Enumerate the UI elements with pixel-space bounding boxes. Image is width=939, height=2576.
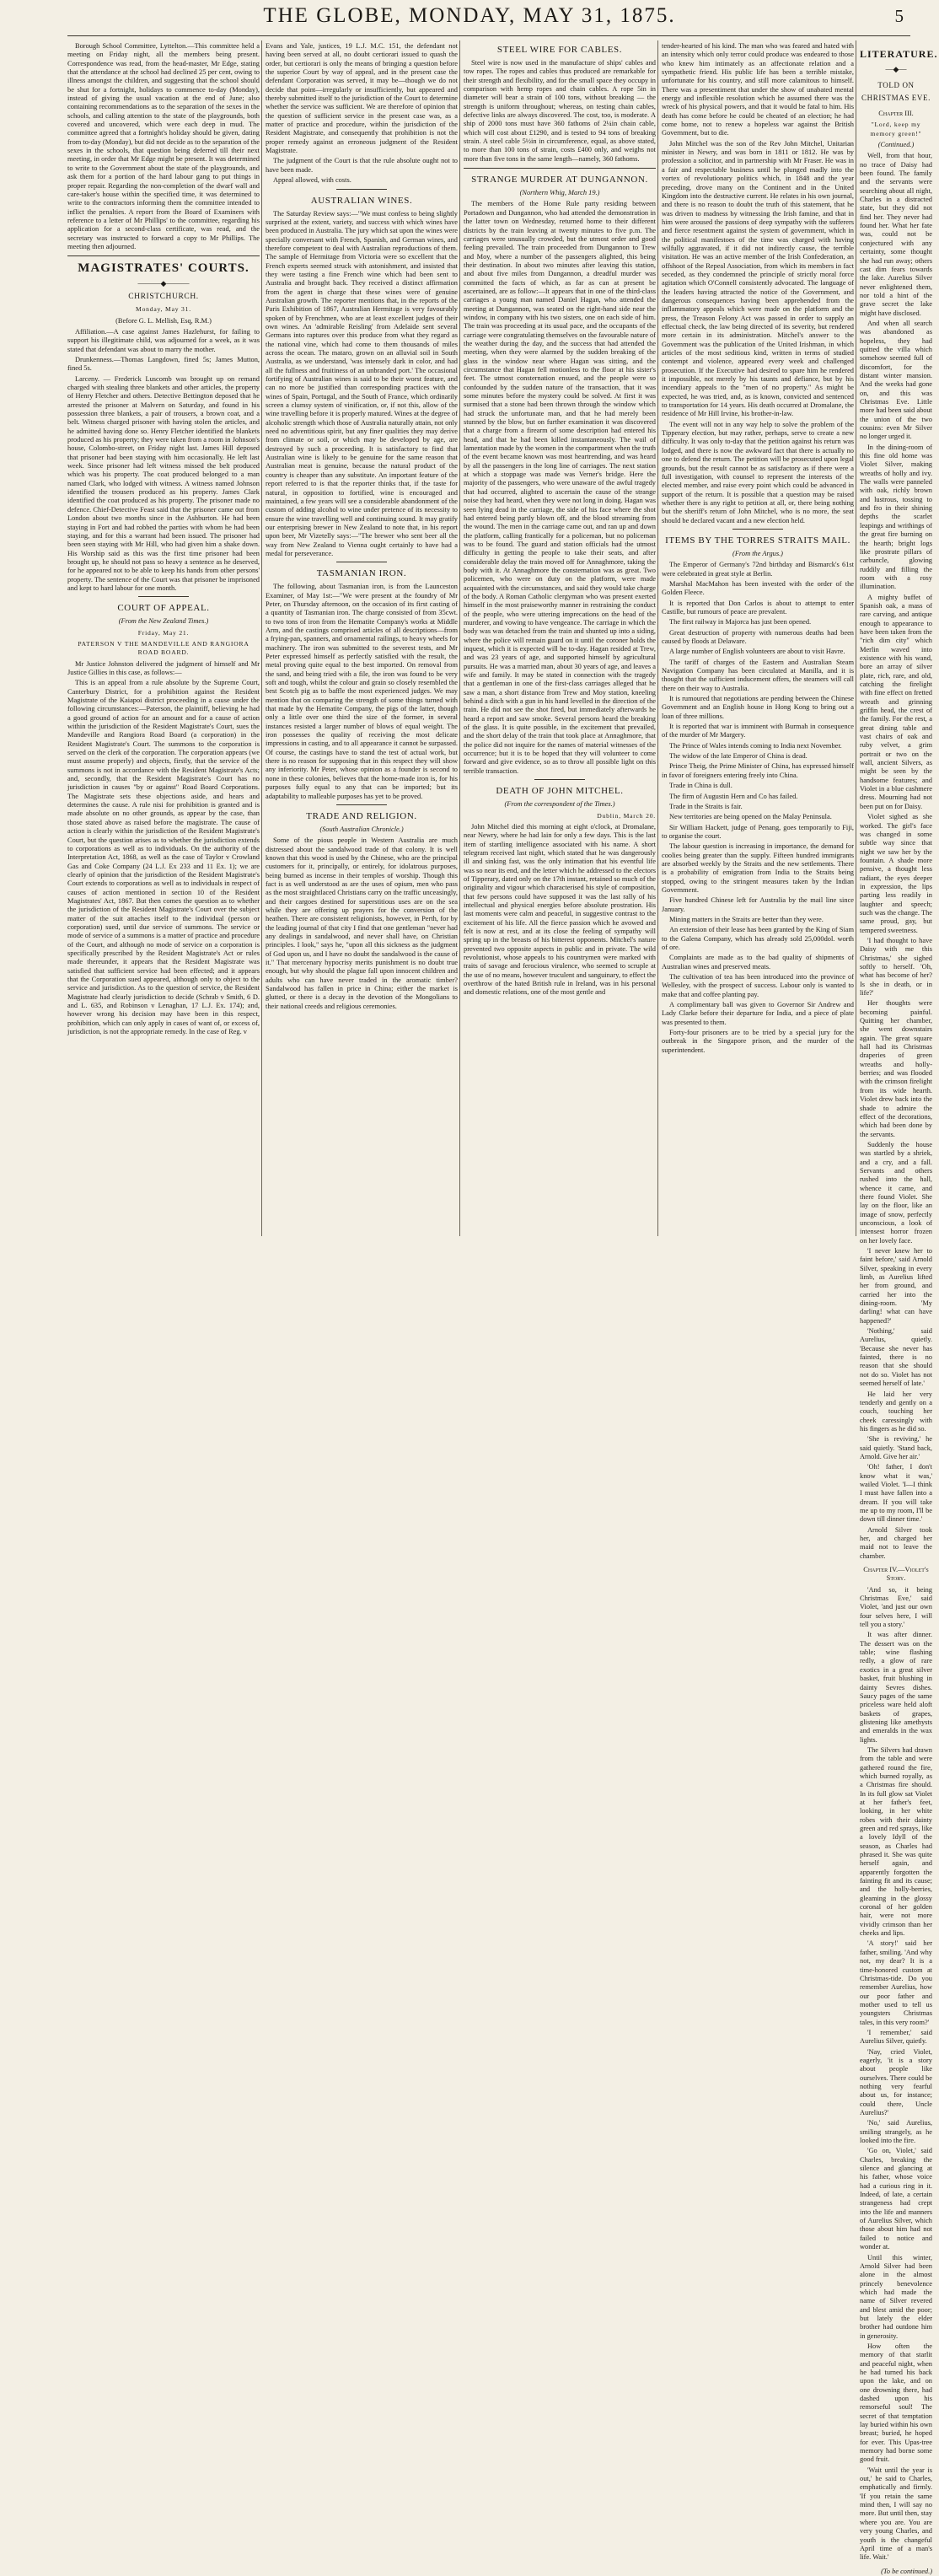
column-5: [860, 42, 938, 2575]
news-item: An extension of their lease has been granted by the King of Siam to the Galena Company, which has already sold 25,000dol. worth of ore.: [662, 926, 854, 951]
divider: [67, 255, 260, 256]
news-item: The labour question is increasing in importance, the demand for coolies being greater than the supply. Fifteen hundred immigrants are absorbed weekly by the Straits and the new settlements. There is a probability of emigration from India to the Straits being stopped, owing to the stringent measures taken by the Indian Government.: [662, 842, 854, 894]
column-1: [67, 42, 260, 1234]
news-item: Prince Theig, the Prime Minister of China, has expressed himself in favor of foreigners entering freely into China.: [662, 762, 854, 779]
to-be-continued: (To be continued.): [881, 2567, 932, 2575]
source-line: (From the correspondent of the Times.): [504, 800, 615, 809]
news-item: New territories are being opened on the Malay Peninsula.: [669, 813, 832, 821]
before-line: (Before G. L. Mellish, Esq, R.M.): [115, 316, 212, 325]
divider: [464, 168, 656, 169]
news-item: Great destruction of property with numerous deaths had been caused by floods at Delaware.: [662, 628, 854, 645]
news-item: Sir William Hackett, judge of Penang, goes temporarily to Fiji, to organise the court.: [662, 823, 854, 840]
story-paragraph: How often the memory of that starlit and peaceful night, when he had turned his back upon the lake, and on one drowning there, had dashed upon his remorseful soul! The secret of that temptation lay buried within his own breast; buried, he hoped for ever. This Upas-tree memory had borne some good fruit.: [860, 2342, 932, 2464]
ornament-divider: ———◆———: [137, 279, 190, 288]
story-paragraph: He laid her very tenderly and gently on a couch, touching her cheek caressingly with his fingers as he did so.: [860, 1390, 932, 1433]
news-item: The firm of Augustin Hern and Co has failed.: [669, 792, 798, 800]
source-line: (Northern Whig, March 19.): [519, 189, 600, 197]
story-paragraph: It was after dinner. The dessert was on the table; wine flashing redly, a glow of rare exotics in a great silver basket, fruit blushing in dainty Sevres dishes. Saucy pages of the same priceless ware held aloft baskets of grapes, glistening like amethysts and emeralds in the wax lights.: [860, 1631, 932, 1744]
news-item: It is reported that Don Carlos is about to attempt to enter Castille, but rumours of peace are prevalent.: [662, 599, 854, 616]
column-4: [662, 42, 854, 1234]
article-paragraph: The judgment of the Court is that the rule absolute ought not to have been made.: [266, 157, 458, 174]
divider: [336, 804, 387, 805]
news-item: Forty-four prisoners are to be tried by a special jury for the outbreak in the Singapore prison, and the murder of the superintendent.: [662, 1029, 854, 1054]
dateline: Dublin, March 20.: [597, 811, 656, 820]
story-title: TOLD ON CHRISTMAS EVE.: [861, 81, 931, 102]
divider: [534, 779, 585, 780]
story-paragraph: In the dining-room of this fine old home was Violet Silver, making wreaths of holly and ivy. The walls were panneled with oak, richly brown and lustrous, tossing to and fro in their shining depths the scarlet leapings and writhings of the great fire burning on the hearth; bright logs like prostrate pillars of carbuncle, glowing ruddily and filling the room with a rosy illumination.: [860, 443, 932, 591]
article-paragraph: John Mitchel died this morning at eight o'clock, at Dromalane, near Newry, where he had lain for only a few days. This is the last item of startling intelligence associated with his name. A short telegram received last night, which stated that he was dangerously ill and sinking fast, was the only intimation that his eventful life was so near its end, and the letter which he addressed to the electors of Tipperary, dated only on the 17th instant, retained so much of the originality and vigour which characterised his style of composition, that few persons could have supposed it was the last rally of his intellectual and physical energies before absolute prostration. His last moments were calm and peaceful, in suggestive contrast to the excitement of his life. All the fierce passion which he avowed and felt is now at rest, and at its close the feeling of sympathy will spring up in the breasts of his bitterest opponents. Mitchel's nature prevented two opposite aspects in public and in private. The wild revolutionist, whose appeals to his countrymen were marked with traits of savage and ferocious virulence, who seemed to scruple at the use of no means, however truculent and sanguinary, to effect the overthrow of the hated British rule in Ireland, was in his personal and domestic relations, one of the most gentle and: [464, 822, 656, 997]
section-heading: TRADE AND RELIGION.: [306, 810, 417, 821]
news-item: A complimentary ball was given to Governor Sir Andrew and Lady Clarke before their departure for India, and a piece of plate was presented to them.: [662, 1001, 854, 1026]
story-paragraph: Arnold Silver took her, and charged her maid not to leave the chamber.: [860, 1525, 932, 1560]
story-paragraph: 'She is reviving,' he said quietly. 'Stand back, Arnold. Give her air.': [860, 1435, 932, 1460]
page-number: 5: [894, 6, 904, 26]
section-heading: ITEMS BY THE TORRES STRAITS MAIL.: [665, 535, 850, 546]
news-item: Mining matters in the Straits are better than they were.: [669, 915, 824, 923]
divider: [138, 596, 189, 597]
article-paragraph: tender-hearted of his kind. The man who was feared and hated with an intensity which only terror could produce was endeared to those who knew him intimately as an affectionate relation and a sympathetic friend. His public life has been a terrible mistake, unfortunate for his country, and still more calamitous to himself. There was a presentiment that under the show of unabated mental energy and inflexible resolution which he assumed there was the wreck of his physical powers, and that it would be fatal to him. His death has come before he could be cheated of an election; he had come home, not to renew a hopeless war against the British Government, but to die.: [662, 42, 854, 137]
divider: [336, 189, 387, 190]
story-paragraph: 'Oh! father, I don't know what it was,' wailed Violet. 'I—I think I must have fallen into a dream. If you will take me up to my room, I'll be down till dinner time.': [860, 1463, 932, 1524]
source-line: (From the Argus.): [732, 549, 783, 557]
article-paragraph: Borough School Committee, Lyttelton.—This committee held a meeting on Friday night, all the members being present. Correspondence was read, from the head-master, Mr Edge, stating that the attendance at the school had declined 25 per cent, owing to illness amongst the children, and suggesting that the school should be shut for a fortnight, holidays to commence to-day (Monday), instead of giving the usual vacation at the end of June; also containing recommendations as to the separation of the sexes in the schools, and calling attention to the state of the playgrounds, both covered and uncovered, which were each deep in mud. The committee agreed that a fortnight's holiday should be given, dating from to-day (Monday), but did not decide as to the separation of the sexes in the schools, that question being deferred till their next meeting, in order that Mr Edge might be present. It was determined to write to the Government about the state of the playgrounds, and ask them for a portion of the hard labour gang to put things in proper repair. Regarding the non-completion of the dwarf wall and care-taker's house within the specified time, it was determined to write to the contractors informing them the committee intended to inflict the penalties. A report from the Board of Examiners with reference to a letter of Mr Phillips' to the committee, regarding his application for a second-class certificate, was read, and the secretary was instructed to forward a copy to Mr Phillips. The meeting then adjourned.: [67, 42, 260, 250]
article-paragraph: Drunkenness.—Thomas Langdown, fined 5s; James Mutton, fined 5s.: [67, 355, 260, 373]
news-item: Trade in the Straits is fair.: [669, 802, 743, 810]
section-heading: AUSTRALIAN WINES.: [310, 195, 413, 206]
news-item: Trade in China is dull.: [669, 782, 732, 790]
story-paragraph: Violet sighed as she worked. The girl's face was changed in some subtle way since that night we saw her by the fountain. A shade more pensive, a thought less radiant, the eyes deeper in expression, the lips parting less readily in laughter and speech; such was the change. The same proud, gay, but tempered sweetness.: [860, 813, 932, 934]
article-paragraph: Affiliation.—A case against James Hazlehurst, for failing to support his illegitimate child, was adjourned for a week, as it was stated that defendant was about to marry the mother.: [67, 327, 260, 353]
news-item: Complaints are made as to the bad quality of shipments of Australian wines and preserved meats.: [662, 954, 854, 971]
story-paragraph: Well, from that hour, no trace of Daisy had been found. The family and the servants were searching about all night, Charles in a distracted state, but they did not find her. They never had found her. What her fate was, could not be conjectured with any certainty, some thought she had run away; others cast dim fears towards the lake. Aurelius Silver never enlightened them, nor told a hint of the grave secret the lake might have disclosed.: [860, 152, 932, 317]
story-paragraph: 'Go on, Violet,' said Charles, breaking the silence and glancing at his father, whose voice had a curious ring in it. Indeed, of late, a certain strangeness had crept into the life and manners of Aurelius Silver, which those about him had not failed to notice and wonder at.: [860, 2147, 932, 2251]
column-2: [266, 42, 458, 1234]
section-heading: STEEL WIRE FOR CABLES.: [496, 45, 623, 55]
article-paragraph: The event will not in any way help to solve the problem of the Tipperary election, but may rather, perhaps, serve to create a new difficulty. It was only to-day that the petition against his return was lodged, and there is now the awkward fact that there is actually no one to defend the return. The petition will be prosecuted upon legal grounds, but the result cannot be as satisfactory as if there were a full investigation, with counsel to represent the interests of the elected member, and raise every point which could be advanced in support of the return. It is possible that a question may be raised whether there is any right to petition at all, or, there being nothing but the sheriff's return of John Mitchel, who is no more, the seat should be declared vacant and a new election held.: [662, 420, 854, 524]
masthead-rule: [67, 35, 910, 36]
news-items-list: [662, 561, 854, 1055]
news-item: The Prince of Wales intends coming to India next November.: [669, 741, 842, 750]
story-paragraph: Until this winter, Arnold Silver had been alone in the almost princely benevolence which had made the name of Silver revered and blest amid the poor; but lately the elder brother had outdone him in generosity.: [860, 2253, 932, 2340]
article-paragraph: Larceny. — Frederick Luscomb was brought up on remand charged with stealing three blankets and other articles, the property of Henry Fletcher and others. Detective Bettington deposed that he arrested the prisoner at Malvern on Saturday, and found in his possession three blankets, a pair of trousers, a brown coat, and a belt. Witness charged prisoner with having stolen the articles, and he admitted having done so. Henry Fletcher identified the blankets produced as his property; they were taken from a room in Johnson's house, Colombo-street, on Friday night last. James Hill deposed that prisoner had been staying with him occasionally. He left last week. Since prisoner had left witness missed the belt produced which was his property. The coat produced belonged to a man named Clark, who lodged with witness. A witness named Johnson identified the trousers produced as his property. James Clark identified the coat produced as his property. The prisoner made no defence. Chief-Detective Feast said that the prisoner came out from London about two months since in the Ashburton. He had been staying in Fort and had robbed the parties with whom he had been staying, and for this a warrant had been issued. The prisoner had been seen staying with Mr Hill, who had given him a shake down. His Worship said as this was the first time prisoner had been brought up, he should not pass so heavy a sentence as he deserved, for he appeared not to be able to keep his hands from other persons' property. The sentence of the Court was that prisoner be imprisoned and kept to hard labour for one month.: [67, 374, 260, 592]
subheading: CHRISTCHURCH.: [128, 293, 199, 302]
news-item: The first railway in Majorca has just been opened.: [669, 618, 812, 627]
section-heading: DEATH OF JOHN MITCHEL.: [496, 786, 624, 797]
story-paragraph: 'Wait until the year is out,' he said to Charles, emphatically and firmly. 'If you retain the same mind then, I will say no more. But until then, stay where you are. You are very young Charles, and youth is the changeful April time of a man's life. Wait.': [860, 2466, 932, 2562]
story-paragraph: 'I never knew her to faint before,' said Arnold Silver, speaking in every limb, as Aurelius lifted her from ground, and carried her into the dining-room. 'My darling! what can have happened?': [860, 1247, 932, 1325]
news-item: Marshal MacMahon has been invested with the order of the Golden Fleece.: [662, 579, 854, 597]
ornament-divider: —◆—: [885, 65, 907, 73]
divider: [732, 529, 783, 530]
news-item: It is reported that war is imminent with Burmah in consequence of the murder of Mr Margery.: [662, 723, 854, 739]
story-paragraph: A mighty buffet of Spanish oak, a mass of rare carving, and antique enough to appearance to have been taken from the "rich dim city" which Merlin waved into existence with his wand, bore an array of silver plate, rich, rare, and old, catching the firelight with fine effect on fretted wreath and grinning griffin head, the crest of the family. For the rest, a great dining table and vast chairs of oak and ruby velvet, a grim portrait or two on the wall, ancient Silvers, as might be seen by the handsome features; and Violet in a blue cashmere dress. Mourning had not been put on for Daisy.: [860, 593, 932, 810]
article-paragraph: This is an appeal from a rule absolute by the Supreme Court, Canterbury District, for a prohibition against the Resident Magistrate of the Kaiapoi district proceeding in a cause under the following circumstances:—Paterson, the plaintiff, believing he had a good ground of action for an amount and for a cause of action within the jurisdiction of the Resident Magistrate's Court, sues the Mandeville and Rangiora Road Board (a corporation) in the Resident Magistrate's Court. The summons to the corporation is served on the clerk of the corporation. The corporation appears (we must assume properly) and objects, firstly, that the service of the summons is not in accordance with the Resident Magistrate's Acts; and, secondly, that the Resident Magistrate's Court has no jurisdiction in causes "by or against" Road Board Corporations. The Magistrate sets these objections aside, and hears and determines the cause. A rule nisi for prohibition is granted and is made absolute on no other grounds, as appear by the case, than those stated above as raised before the magistrate. The cause of action is clearly within the jurisdiction of the Resident Magistrate's Court, but the question arises as to whether the jurisdiction extends to corporations as well as to individuals. On the authority of the Interpretation Act, 1868, as well as the case of Taylor v Crowland Gas and Coke Company (24 L.J. Ex 233 and 11 Ex. 1); we are clearly of opinion that the jurisdiction of the Resident Magistrate's Court extends to corporations as well as to individuals in respect of causes of action mentioned in section 10 of the Resident Magistrates' Act, 1867. But then comes the question as to whether the jurisdiction of the Resident Magistrate's Court over the subject matter of the suit attaches itself to the individual (person or corporation) sued, until due service of summons. The service or mode of service of a summons is a matter of practice and procedure of the Court, and although no mode of service on a corporation is specifically prescribed by the Resident Magistrate's Act or rules made thereunder, it appears that the Resident Magistrate was satisfied that sufficient service had been effected; and it appears that the Corporation sued appeared, although only to object to the service and jurisdiction. As to the question of service, the Resident Magistrate had clearly jurisdiction to decide (Schrab v Smith, 6 D. and L. 635, and Robinson v Lenaghan, 17 L.J. Ex. 174); and, however wrong his decision may have been in this respect, prohibition, which can only apply in cases of want of, or excess of, jurisdiction, is not the appropriate remedy. In the case of Reg. v: [67, 679, 260, 1036]
section-heading: STRANGE MURDER AT DUNGANNON.: [471, 175, 648, 186]
source-line: (South Australian Chronicle.): [319, 825, 404, 833]
story-paragraph: 'Nothing,' said Aurelius, quietly. 'Because she never has fainted, there is no reason that she should not do so. Violet has not seemed herself of late.': [860, 1327, 932, 1388]
news-item: The tariff of charges of the Eastern and Australian Steam Navigation Company has been circulated at Manilla, and it is thought that the sufficient inducement offers, the steamers will call there on their way to Australia.: [662, 658, 854, 692]
continued-note: (Continued.): [877, 141, 915, 149]
story-paragraph: 'And so, it being Christmas Eve,' said Violet, 'and just our own four selves here, I will tell you a story.': [860, 1585, 932, 1629]
article-paragraph: Steel wire is now used in the manufacture of ships' cables and tow ropes. The ropes and cables thus produced are remarkable for their strength and flexibility, and for the small space they occupy in comparison with hemp ropes and chain cables. A rope 5in in diameter will bear a strain of 100 tons, without breaking — the strength is uniform throughout; whereas, on testing chain cables, defective links are always discovered. The cost, too, is moderate. A ship of 2000 tons must have 360 fathoms of 2¼in chain cable, which will cost about £1290, and is tested to 94 tons of breaking strain. A steel cable 5½in in circumference, equal, as above stated, to more than 100 tons of strain, costs £400 only, and weighs not more than five tons in the same length—namely, 360 fathoms.: [464, 59, 656, 163]
masthead: [0, 0, 939, 34]
article-paragraph: John Mitchel was the son of the Rev John Mitchel, Unitarian minister in Newry, and was born in 1811 or 1812. He was by profession a solicitor, and in partnership with Mr Fraser. He was in a fair and respectable business until he plunged madly into the vortex of revolutionary politics which, in 1848 and the year preceding, drove many on the Continent and in the United Kingdom into the destructive current. He relates in his own journal, and there is no reason to doubt the truth of this statement, that he was driven to madness by witnessing the Irish famine, and that in him were aroused the passions of deep sympathy with the sufferers and fierce resentment against the system of government, which in the political manifestoes of the time was charged with having wilfully aggravated, if it did not indirectly cause, the terrible visitation. He was an active member of the Irish Confederation, an offshoot of the Repeal Association, from which its members in fact seceded, as they condemned the principle of strictly moral force agitation which O'Connell consistently advocated. The language of the leaders having attracted the notice of the Government, and dangerous consequences having been apprehended from the inflammatory appeals which were made on the platform and the press, the Treason Felony Act was passed in order to supply an effectual check, the law being directed of its severity, but rendered more certain in its administration. Mitchel's answer to the Government was the publication of the United Irishman, in which articles of the most seditious kind, written in terms of studied contempt and violence, appeared every week and challenged prosecution. If the Executive had desired to spare him he rendered it impossible, not merely by his taunts and defiance, but by his incendiary appeals to the "men of no property." As might be expected, he was tried, and, as is known, convicted and sentenced to transportation for 14 years. His death occurred at Dromalane, the residence of Mr Hill Irvine, his brother-in-law.: [662, 139, 854, 418]
article-paragraph: Some of the pious people in Western Australia are much distressed about the sandalwood trade of that colony. It is well known that this wood is used by the Chinese, who are the principal customers for it, principally, or entirely, for idolatrous purposes, being burned as incense in their temples of worship. Though this fact is as well understood as are the uses of opium, men who pass as the most straightlaced Christians carry on the traffic unceasingly, and their cargoes destined for superstitious uses are on the sea while they are offering up prayers for the conversion of the heathen. There are consistent religionists, however, in Perth, for by the leading journal of that city I find that one gentleman "never had any dealings in sandalwood, and never shall have, on Christian principles. I look," says he, "upon all this sickness as the judgment of God upon us, and I have no doubt the sandalwood is the cause of it." That mercenary hypocrisy merits punishment is no doubt true enough, but why should the plague fall upon innocent children and adults who can have never traded in the aromatic timber? Sandalwood has fallen in price in China; either the market is glutted, or there is a decay in the devotion of the Mongolians to their national creeds and religious ceremonies.: [266, 836, 458, 1010]
source-line: (From the New Zealand Times.): [118, 617, 209, 626]
news-item: The Emperor of Germany's 72nd birthday and Bismarck's 61st were celebrated in great style at Berlin.: [662, 561, 854, 578]
story-paragraph: 'I had thought to have Daisy with me this Christmas,' she sighed softly to herself. 'Oh, what has become of her? Is she in death, or in life?': [860, 936, 932, 998]
story-paragraph: Suddenly the house was startled by a shriek, and a cry, and a fall. Servants and others rushed into the hall, whence it came, and there found Violet. She lay on the floor, like an image of snow, perfectly unconscious, a look of intensest horror frozen on her lovely face.: [860, 1140, 932, 1245]
column-rule: [261, 40, 262, 1236]
news-item: A large number of English volunteers are about to visit Havre.: [669, 648, 845, 656]
column-rule: [657, 40, 658, 1236]
chapter-heading: Chapter III.: [878, 110, 914, 117]
chapter-heading: Chapter IV.—Violet's Story.: [863, 1566, 929, 1583]
article-paragraph: Appeal allowed, with costs.: [273, 176, 351, 185]
story-paragraph: 'A story!' said her father, smiling. 'And why not, my dear? It is a time-honored custom at Christmas-tide. Do you remember Aurelius, how our poor father and mother used to tell us youngsters Christmas tales, in this very room?': [860, 1939, 932, 2026]
news-item: It is rumoured that negotiations are pending between the Chinese Government and an English house in Hong Kong to bring out a loan of three millions.: [662, 695, 854, 720]
section-heading: LITERATURE.: [860, 48, 938, 60]
news-item: Five hundred Chinese left for Australia by the mail line since January.: [662, 896, 854, 913]
section-heading: COURT OF APPEAL.: [117, 603, 210, 614]
motto: "Lord, keep my memory green!": [870, 121, 922, 137]
case-title: PATERSON V THE MANDEVILLE AND RANGIORA ROAD BOARD.: [78, 639, 250, 657]
column-rule: [459, 40, 460, 1236]
section-heading: MAGISTRATES' COURTS.: [78, 261, 250, 276]
news-item: The widow of the late Emperor of China is dead.: [669, 752, 808, 761]
story-paragraph: 'I remember,' said Aurelius Silver, quietly.: [860, 2028, 932, 2046]
story-paragraph: 'Nay, cried Violet, eagerly, 'it is a story about people like ourselves. There could be nothing very fearful about us, for instance; could there, Uncle Aurelius?': [860, 2047, 932, 2116]
dateline: Friday, May 21.: [137, 628, 190, 637]
article-paragraph: Evans and Yale, justices, 19 L.J. M.C. 151, the defendant not having been served at all, no doubt certiorari issued to quash the order, but certiorari is only the means of bringing a question before the superior Court by way of appeal, and in the present case the defendant Corporation was served, it may be—though we do not decide that point—irregularly or insufficiently, but appeared and thereby submitted itself to the jurisdiction of the Court to determine whether the service was sufficient. We are therefore of opinion that the question of sufficient service in the present case was, as a matter of practice and procedure, within the jurisdiction of the Resident Magistrate, and consequently that prohibition is not the proper remedy against an erroneous judgment of the Resident Magistrate.: [266, 42, 458, 155]
article-paragraph: The members of the Home Rule party residing between Portadown and Dungannon, who had attended the demonstration in the latter town on Wednesday, returned home to their different districts by the train leaving at twenty minutes to five p.m. The carriages were unusually crowded, but the utmost order and good feeling prevailed. The train proceeded from Dungannon to Trew and Moy, where a number of the passengers alighted, this being their destination. In about two minutes after leaving this station, and about five miles from Dungannon, a dreadful murder was committed the facts of which, as far as can at present be ascertained, are as follow:—It appears that in one of the third-class carriages a young man named Daniel Hagan, who attended the meeting at Dungannon, was seated on the right-hand side near the window, in company with his two sisters, one on each side of him. The train was proceeding at its usual pace, and the occupants of the carriage were congratulating themselves on the favourable nature of the weather during the day, and the success that had attended the meeting, when they were alarmed by the sudden breaking of the glass in the window near where Hagan was sitting, and the circumstance that Hagan fell motionless to the floor at his sister's feet. The utmost consternation ensued, and the people were so confounded by the sudden nature of the transaction, that it was some minutes before the mystery could be solved. At first it was surmised that a stone had been thrown through the window which had struck the unfortunate man, and that he had merely been stunned by the blow, but on further examination it was discovered that a charge from a firearm of some description had entered his head, and that he had been killed instantaneously. The wail of lamentation made by the women in the compartment when the truth of the event became known was most heartrending, and was heard by all the passengers in the long line of carriages. The next station at which a stoppage was made was Verner's bridge. Here the majority of the passengers, who were unaware of the awful tragedy that had occurred, alighted to ascertain the cause of the strange noise they had heard, when they were not long in doing. Hagan was seen lying dead in the carriage, the side of his face where the shot had entered being partly blown off, and the blood streaming from the wound. The men in the carriage came out, and ran up and down the platform, calling frantically for a policeman, but no policeman was to be found. The guard and station officials had the utmost difficulty in getting the people to take their seats, and after considerable delay the train moved off for Annaghmore, taking the body with it. At Annaghmore the consternation was as great. Two policemen, who were on duty on the platform, were made acquainted with the circumstances, and said they would take charge of the body. A Roman Catholic clergyman who was present exerted himself in the most praiseworthy manner in restraining the conduct of the people, who were uttering imprecations on the head of the murderer, and vowing to have vengeance. The carriage in which the body was was detached from the train and shunted up into a siding, where the police will remain guard on it until the coroner holds the inquest, which it is expected will be to-day. Hagan resided at Trew, and was 23 years of age, and supported himself by agricultural pursuits. He was a married man, about 30 years of age, and leaves a wife and family. It may be stated in connection with the tragedy that a gentleman in one of the first-class carriages alleged that he saw a man, a short distance from Trew and Moy station, kneeling behind a ditch with a gun in his hand levelled in the direction of the train. He did not see the shot fired, but immediately afterwards he heard a report and saw smoke. Several persons heard the breaking of the glass. It is quite possible, in the excitement that prevailed, and the short delay of the train that took place at Annaghmore, that the police did not inquire for the names of material witnesses of the occurrence; but it is to be hoped that they will volunteer to come forward and give evidence, so as to throw all possible light on this terrible transaction.: [464, 200, 656, 775]
story-paragraph: And when all search was abandoned as hopeless, they had quitted the villa which somehow seemed full of discomfort, for the distant winter mansion. And the weeks had gone on, and this was Christmas Eve. Little more had been said about the union of the two cousins: even Mr Silver no longer urged it.: [860, 319, 932, 441]
newspaper-title: THE GLOBE, MONDAY, MAY 31, 1875.: [263, 4, 676, 27]
story-paragraph: Her thoughts were becoming painful. Quitting her chamber, she went downstairs again. The great square hall had its Christmas draperies of green wreaths and holly-berries; and was flooded with the crimson firelight from its wide hearth. Violet drew back into the shade to admire the effect of the decorations, which had been done by the servants.: [860, 999, 932, 1138]
story-paragraph: The Silvers had drawn from the table and were gathered round the fire, which burned royally, as a Christmas fire should. In its full glow sat Violet at her father's feet, looking, in her white robes with their dainty green and red sprays, like a lovely Idyll of the season, as Charles had phrased it. She was quite herself again, and apparently forgotten the fainting fit and its cause; and the holly-berries, gleaming in the glossy coronal of her golden hair, were not more vividly crimson than her cheeks and lips.: [860, 1745, 932, 1938]
article-paragraph: Mr Justice Johnston delivered the judgment of himself and Mr Justice Gillies in this case, as follows:—: [67, 659, 260, 676]
dateline: Monday, May 31.: [136, 305, 191, 314]
news-item: The cultivation of tea has been introduced into the province of Wellesley, with the prospect of success. Labour only is wanted to make that and coffee planting pay.: [662, 973, 854, 998]
story-paragraph: 'No,' said Aurelius, smiling strangely, as he looked into the fire.: [860, 2119, 932, 2145]
column-3: [464, 42, 656, 1234]
article-paragraph: The Saturday Review says:—"We must confess to being slightly surprised at the extent, variety, and success with which wines have been produced in Australia. The jury which sat upon the wines were specially conversant with French, Spanish, and German wines, and therefore competent to deal with Australian reproductions of them. The sample of Hermitage from Victoria were so excellent that the French experts seemed struck with astonishment, and insisted that they were tasting a fine French wine which had been sent to Australia and brought back. They received a distinct affirmation from the agent in charge that these wines were of genuine Australian growth. The reporter mentions that, in the reports of the Paris Exhibition of 1867, Australian Hermitage is very favourably spoken of by Frenchmen, who are at least excellent judges of their own wines. An 'admirable Reisling' from Adelaide sent several Germans into raptures over this produce from what they regard as the national vine, which had come to them thousands of miles across the ocean. The mataro, grown on an alluvial soil in South Australia, as we understand, 'was intensely dark in color, and had all the fullness and fruitiness of an unbranded port.' The occasional fortifying of Australian wines is said to be their worst feature, and can no more be justified than corresponding practices with the wines of Spain, Portugal, and the South of France, which ordinarily screen a clumsy system of vinification, or, if not this, allow of the wine travelling before it is properly matured. Wines at the degree of alcoholic strength which those of Australia naturally attain, not only need no adventitious spirit, but any finer qualities they may derive from climate or soil, or which may be developed by age, are destroyed by such a proceeding. It is satisfactory to find that Australian wine is likely to be genuine for the same reason that Australian meat is genuine, because the natural product of the country is cheaper than any substitute. An important feature of the report referred to is that the reporter thinks that, if the taste for natural, in opposition to fortified, wine is encouraged and maintained, a few years will see a considerable abandonment of the custom of adding alcohol to wine under pretence of its necessity to ensure the wine travelling well and continuing sound. It may gratify our enterprising brewer in New Zealand to note that, in his report upon beer, Mr Vizetelly says:—"The brewer who sent beer all the way from New Zealand to Vienna ought certainly to have had a medal for perseverance.: [266, 209, 458, 557]
article-paragraph: The following, about Tasmanian iron, is from the Launceston Examiner, of May 1st:—"We were present at the foundry of Mr Peter, on Thursday afternoon, on the occasion of its first casting of a quantity of Tasmanian iron. The charge consisted of from 35cwt. to two tons of iron from the Hematite Company's works at Middle Arm, and the castings comprised articles of all descriptions—from a frying-pan, spanners, and ornamental railings, to heavy wheels for machinery. The iron was submitted to the severest tests, and Mr Peter expressed himself as perfectly satisfied with the result, the metal proving quite equal to the best imported. On removal from the sand, and being tried with a file, the iron was found to be very soft and tough, whilst the colour and grain so closely resembled the best Scotch pig as to baffle the most experienced judges. We may mention that on comparing the strength of some things turned with that made by the Hematite Company, the pigs of the latter, though only a little over one third the size of the former, in several instances resisted a larger number of blows of equal weight. The iron possesses the quality of receiving the most delicate impressions in casting, and to all appearance it cannot be surpassed. Of course, the castings have to stand the test of actual work, but there is no reason for supposing that in this respect they will show any inferiority. Mr Peter, whose opinion as a founder is second to none in these colonies, believes that the home-made iron is, for his purposes fully equal to any that can be imported; but its adaptability to malleable purposes has yet to be proved.: [266, 583, 458, 800]
section-heading: TASMANIAN IRON.: [316, 568, 407, 579]
